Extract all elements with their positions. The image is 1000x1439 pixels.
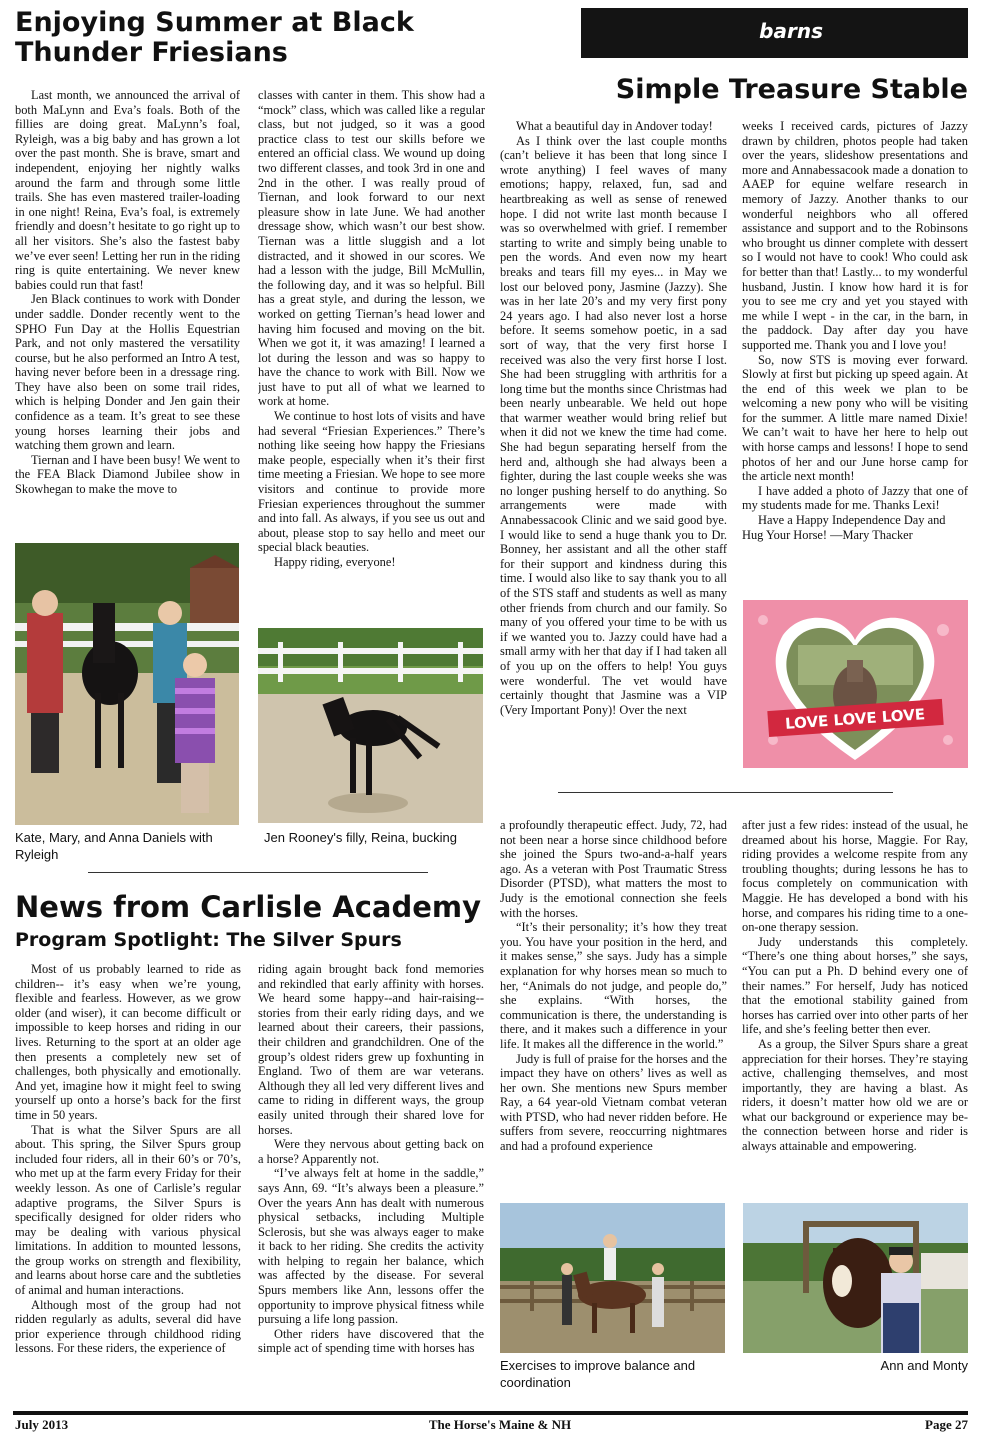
divider-rule (88, 872, 428, 873)
photo-caption: Exercises to improve balance and coordination (500, 1358, 696, 1390)
paragraph: Have a Happy Independence Day and Hug Your Horse! —Mary Thacker (742, 513, 946, 542)
article2-column-2 (742, 119, 968, 579)
paragraph: Most of us probably learned to ride as children-- it’s easy when we’re young, flexible and fearless. However, as we grow older (and wiser), it can become difficult or impossible to keep horses and riding in our lives. Returning to the sport at an older age then presents a completely new set of challenges, both physically and emotionally. And yet, imagine how it might feel to swing yourself up onto a horse’s back for the first time in 50 years. (15, 962, 241, 1122)
paragraph: “It’s their personality; it’s how they treat you. You have your position in the herd, and it makes sense,” she says. Judy has a simple explanation for why horses mean so much to her, “Animals do not judge, and people do,” she explains. “With horses, the communication is there, the understanding is there, and it makes such a difference in your life. It makes all the difference in the world.” (500, 920, 727, 1051)
footer-publication: The Horse's Maine & NH (428, 1417, 572, 1432)
paragraph: Other riders have discovered that the simple act of spending time with horses has (258, 1326, 484, 1356)
article3-subtitle: Program Spotlight: The Silver Spurs (15, 929, 402, 951)
paragraph: Tiernan and I have been busy! We went to the FEA Black Diamond Jubilee show in Skowhegan to make the move to (15, 452, 240, 497)
section-banner (581, 8, 968, 58)
article1-column-1 (15, 88, 240, 540)
paragraph: weeks I received cards, pictures of Jazzy drawn by children, photos people had taken over the years, slideshow presentations and more and Annabessacook made a donation to AAEP for equine welfare research in memory of Jazzy. Another thanks to our wonderful neighbors who all offered assistance and support and to the Robinsons who brought us dinner complete with dessert so I would not have to cook! Who could ask for better than that! Lastly... to my wonderful husband, Justin. I know how hard it is for you to see me cry and yet you stayed with me while I wept - in the car, in the barn, in the paddock. Day after day you have supported me. Thank you and I love you! (742, 119, 968, 352)
paragraph: a profoundly therapeutic effect. Judy, 72, had not been near a horse since childhood before she joined the Spurs two-and-a-half years ago. As a veteran with Post Traumatic Stress Disorder (PTSD), what matters the most to Judy is the emotional connection she feels with the horses. (500, 818, 727, 920)
article3-title: News from Carlisle Academy (15, 890, 481, 924)
divider-rule (558, 792, 893, 793)
paragraph: classes with canter in them. This show had a “mock” class, which was called like a regular class, but not judged, so it was a good practice class to test our skills before we entered an official class. We wound up doing two different classes, and took 3rd in one and 2nd in the other. I was really proud of Tiernan, and look forward to our next pleasure show in late June. We had another dressage show, which wasn’t our best show. Tiernan was a little sluggish and a lot distracted, and it showed in our scores. We had a lesson with the judge, Bill McMullin, the following day, and it was so helpful. Bill has a great style, and during the lesson, we worked on getting Tiernan’s head lower and having him focused and moving on the bit. When we got it, it was amazing! I learned a lot during the lesson and was so happy to have the chance to work with Bill. Now we just have to put all of what we learned to work at home. (258, 88, 485, 409)
photo-bucking-foal (258, 628, 483, 823)
article3-column-1 (15, 962, 241, 1400)
paragraph: Although most of the group had not ridden regularly as adults, several did have prior experience through childhood riding lessons. For these riders, the experience of (15, 1297, 241, 1356)
article2-column-1 (500, 119, 727, 787)
paragraph: Judy understands this completely. “There’s one thing about horses,” she says, “You can put a Ph. D behind every one of their names.” For herself, Judy has noticed that the emotional stability gained from horses has carried over into other parts of her life, and she’s feeling better then ever. (742, 934, 968, 1037)
photo-jazzy-heart-card (743, 600, 968, 768)
footer-rule (13, 1411, 968, 1415)
footer-page-number: Page 27 (925, 1417, 968, 1432)
article1-column-2 (258, 88, 485, 616)
paragraph: Were they nervous about getting back on a horse? Apparently not. (258, 1137, 484, 1166)
article2-title: Simple Treasure Stable (615, 74, 968, 105)
photo-ann-and-monty (743, 1203, 968, 1353)
photo-exercises (500, 1203, 725, 1353)
paragraph: That is what the Silver Spurs are all about. This spring, the Silver Spurs group included four riders, all in their 60’s or 70’s, who met up at the farm every Friday for their weekly lesson. As one of Carlisle’s regular adaptive programs, the Silver Spurs is specifically designed for older riders who may be dealing with various physical limitations. In addition to mounted lessons, the group works on strength and flexibility, and learns about horse care and the subtleties of animal and human interactions. (15, 1122, 241, 1298)
paragraph: after just a few rides: instead of the usual, he dreamed about his horse, Maggie. For Ray, riding provides a welcome respite from any troubling thoughts; during lessons he has to focus completely on communication with Maggie. He has developed a bond with his horse, and compares his riding time to a one-on-one therapy session. (742, 818, 968, 935)
paragraph: I have added a photo of Jazzy that one of my students made for me. Thanks Lexi! (742, 483, 968, 513)
paragraph: Happy riding, everyone! (274, 555, 396, 569)
footer-date: July 2013 (15, 1417, 69, 1432)
article1-title (15, 8, 414, 68)
paragraph: “I’ve always felt at home in the saddle,” says Ann, 69. “It’s always been a pleasure.” Over the years Ann has dealt with numerous physical setbacks, including Multiple Sclerosis, but she was always eager to make it back to her riding. She credits the activity with helping to regain her balance, which was affected by the disease. For several Spurs members like Ann, lessons offer the opportunity to improve physical fitness while pursuing a life long passion. (258, 1166, 484, 1327)
article1-title-line1: Enjoying Summer at Black (15, 7, 414, 38)
paragraph: What a beautiful day in Andover today! (516, 119, 713, 133)
photo-card-text: LOVE LOVE LOVE (784, 705, 926, 733)
paragraph: Judy is full of praise for the horses and the impact they have on others’ lives as well as her own. She mentions new Spurs member Ray, a 64 year-old Vietnam combat veteran with PTSD, who had never ridden before. He suffers from severe, reoccurring nightmares and had a profound experience (500, 1051, 727, 1154)
photo-caption: Jen Rooney's filly, Reina, bucking (264, 830, 458, 845)
paragraph: As a group, the Silver Spurs share a great appreciation for their horses. They’re staying active, challenging themselves, and most importantly, they are having a blast. As riders, it doesn’t matter how old we are or what our background or experience may be- the connection between horse and rider is always attainable and empowering. (742, 1036, 968, 1154)
photo-caption: Ann and Monty (880, 1358, 968, 1373)
article3-column-4 (742, 818, 968, 1200)
paragraph: Jen Black continues to work with Donder under saddle. Donder recently went to the SPHO Fun Day at the Hollis Equestrian Park, and not only mastered the versatility course, but he also performed an Intro A test, having never before been in a dressage ring. They have also been on some trail rides, which is helping Donder and Jen gain their confidence as a team. It’s great to see these young horses learning their jobs and watching them grown and learn. (15, 292, 240, 453)
article1-title-line2: Thunder Friesians (15, 37, 288, 68)
article3-column-2 (258, 962, 484, 1400)
article3-column-3 (500, 818, 727, 1200)
paragraph: So, now STS is moving ever forward. Slowly at first but picking up speed again. At the end of this week we plan to be welcoming a new pony who will be visiting for the summer. A little mare named Dixie! We can’t wait to have her here to help out with horse camps and lessons! I hope to send photos of her and our June horse camp for the article next month! (742, 352, 968, 484)
paragraph: We continue to host lots of visits and have had several “Friesian Experiences.” There’s nothing like seeing how happy the Friesians make people, especially when it’s their first time meeting a Friesian. We hope to see more visitors and continue to provide more Friesian experiences throughout the summer and into fall. As always, if you see us out and about, please stop to say hello and meet our special black beauties. (258, 409, 485, 555)
photo-girls-with-foal (15, 543, 239, 825)
section-label: barns (759, 19, 823, 43)
photo-caption: Kate, Mary, and Anna Daniels with Ryleigh (15, 830, 213, 862)
paragraph: As I think over the last couple months (can’t believe it has been that long since I wrote anything) I feel waves of many emotions; happy, relaxed, fun, sad and heartbreaking as well as sense of renewed hope. I did not write last month because I was so overwhelmed with grief. I remember starting to write and simply being unable to pen the words. And even now my heart breaks and tears fill my eyes... in May we lost our beloved pony, Jasmine (Jazzy). She was in her late 20’s and my very first pony 24 years ago. I had also never lost a horse before. It seems somehow poetic, in a sad sort of way, that the very first horse I received was also the very first horse I lost. She had been struggling with arthritis for a long time but the months since Christmas had been nearly unbearable. We held out hope that warmer weather would bring relief but when it did not we knew the time had come. She had begun separating herself from the herd and, although she had always been a fighter, during the last couple weeks she was no longer pushing herself to do anything. So arrangements were made with Annabessacook Clinic and we said good bye. I would like to send a huge thank you to Dr. Bonney, her assistant and all the other staff for their support and kindness during this time. I would also like to say thank you to all of the STS staff and students as well as many other friends from church and our family. So many of you offered your time to be with us if we wanted you to. Jazzy could have had a small army with her that day if I had taken all of you up on the offers to help! You guys were wonderful. The vet would have certainly thought that Jasmine was a VIP (Very Important Pony)! Over the next (500, 133, 727, 717)
paragraph: riding again brought back fond memories and rekindled that early affinity with horses. We heard some happy--and hair-raising--stories from their early riding days, and we learned about their careers, their passions, their children and grandchildren. One of the group’s oldest riders grew up foxhunting in England. Two of them are war veterans. Although they all led very different lives and came to riding in different ways, the group easily united through their shared love for horses. (258, 962, 484, 1137)
paragraph: Last month, we announced the arrival of both MaLynn and Eva’s foals. Both of the fillies are doing great. MaLynn’s foal, Ryleigh, was a big baby and has grown a lot over the past month. She is brave, smart and independent, enjoying her nightly walks around the farm and through some little trails. She has even mastered trailer-loading in one night! Reina, Eva’s foal, is extremely friendly and doesn’t hesitate to go right up to all her visitors. She’s also the fastest baby we’ve ever seen! Letting her run in the riding ring is quite entertaining. We never knew babies could run that fast! (15, 88, 240, 292)
